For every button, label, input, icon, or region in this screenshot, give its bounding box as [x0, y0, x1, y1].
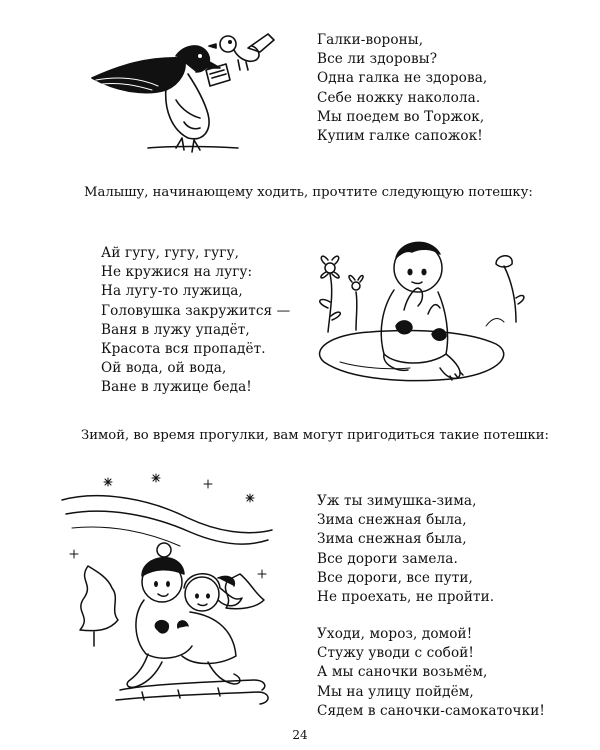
- poem-line: Все ли здоровы?: [317, 51, 438, 68]
- poem-line: Уходи, мороз, домой!: [317, 626, 473, 642]
- intro-walking: Малышу, начинающему ходить, прочтите следующую потешку:: [84, 185, 533, 200]
- crow-illustration: [88, 30, 280, 160]
- intro-winter: Зимой, во время прогулки, вам могут пригодиться такие потешки:: [81, 428, 549, 443]
- poem-line: На лугу-то лужица,: [101, 283, 243, 300]
- poem-line: Уж ты зимушка-зима,: [317, 493, 477, 509]
- poem-line: Ой вода, ой вода,: [101, 360, 227, 377]
- poem-line: Не проехать, не пройти.: [317, 589, 495, 606]
- poem-line: Зима снежная была,: [317, 512, 467, 529]
- poem-line: Мы поедем во Торжок,: [317, 108, 485, 125]
- poem-line: Галки-вороны,: [317, 32, 424, 48]
- poem-line: А мы саночки возьмём,: [317, 664, 488, 681]
- page-number: 24: [292, 728, 308, 742]
- poem-moroz: [317, 625, 545, 721]
- poem-line: Зима снежная была,: [317, 531, 467, 548]
- poem-line: Не кружися на лугу:: [101, 264, 253, 281]
- poem-line: Стужу уводи с собой!: [317, 645, 474, 662]
- poem-line: Красота вся пропадёт.: [101, 341, 266, 358]
- poem-line: Все дороги, все пути,: [317, 569, 473, 586]
- poem-line: Себе ножку наколола.: [317, 89, 481, 106]
- children-on-sled-illustration: [58, 470, 282, 720]
- poem-line: Купим галке сапожок!: [317, 128, 483, 145]
- poem-line: Одна галка не здорова,: [317, 70, 488, 87]
- poem-line: Сядем в саночки-самокаточки!: [317, 702, 545, 719]
- poem-ai-gugu: [101, 244, 290, 398]
- poem-zimushka: [317, 492, 494, 607]
- poem-line: Мы на улицу пойдём,: [317, 683, 474, 700]
- poem-line: Головушка закружится —: [101, 302, 291, 319]
- boy-in-puddle-illustration: [300, 222, 532, 394]
- poem-galki: [317, 31, 487, 146]
- poem-line: Все дороги замела.: [317, 550, 458, 567]
- poem-line: Ваня в лужу упадёт,: [101, 321, 250, 338]
- poem-line: Ай гугу, гугу, гугу,: [101, 245, 240, 261]
- poem-line: Ване в лужице беда!: [101, 379, 252, 396]
